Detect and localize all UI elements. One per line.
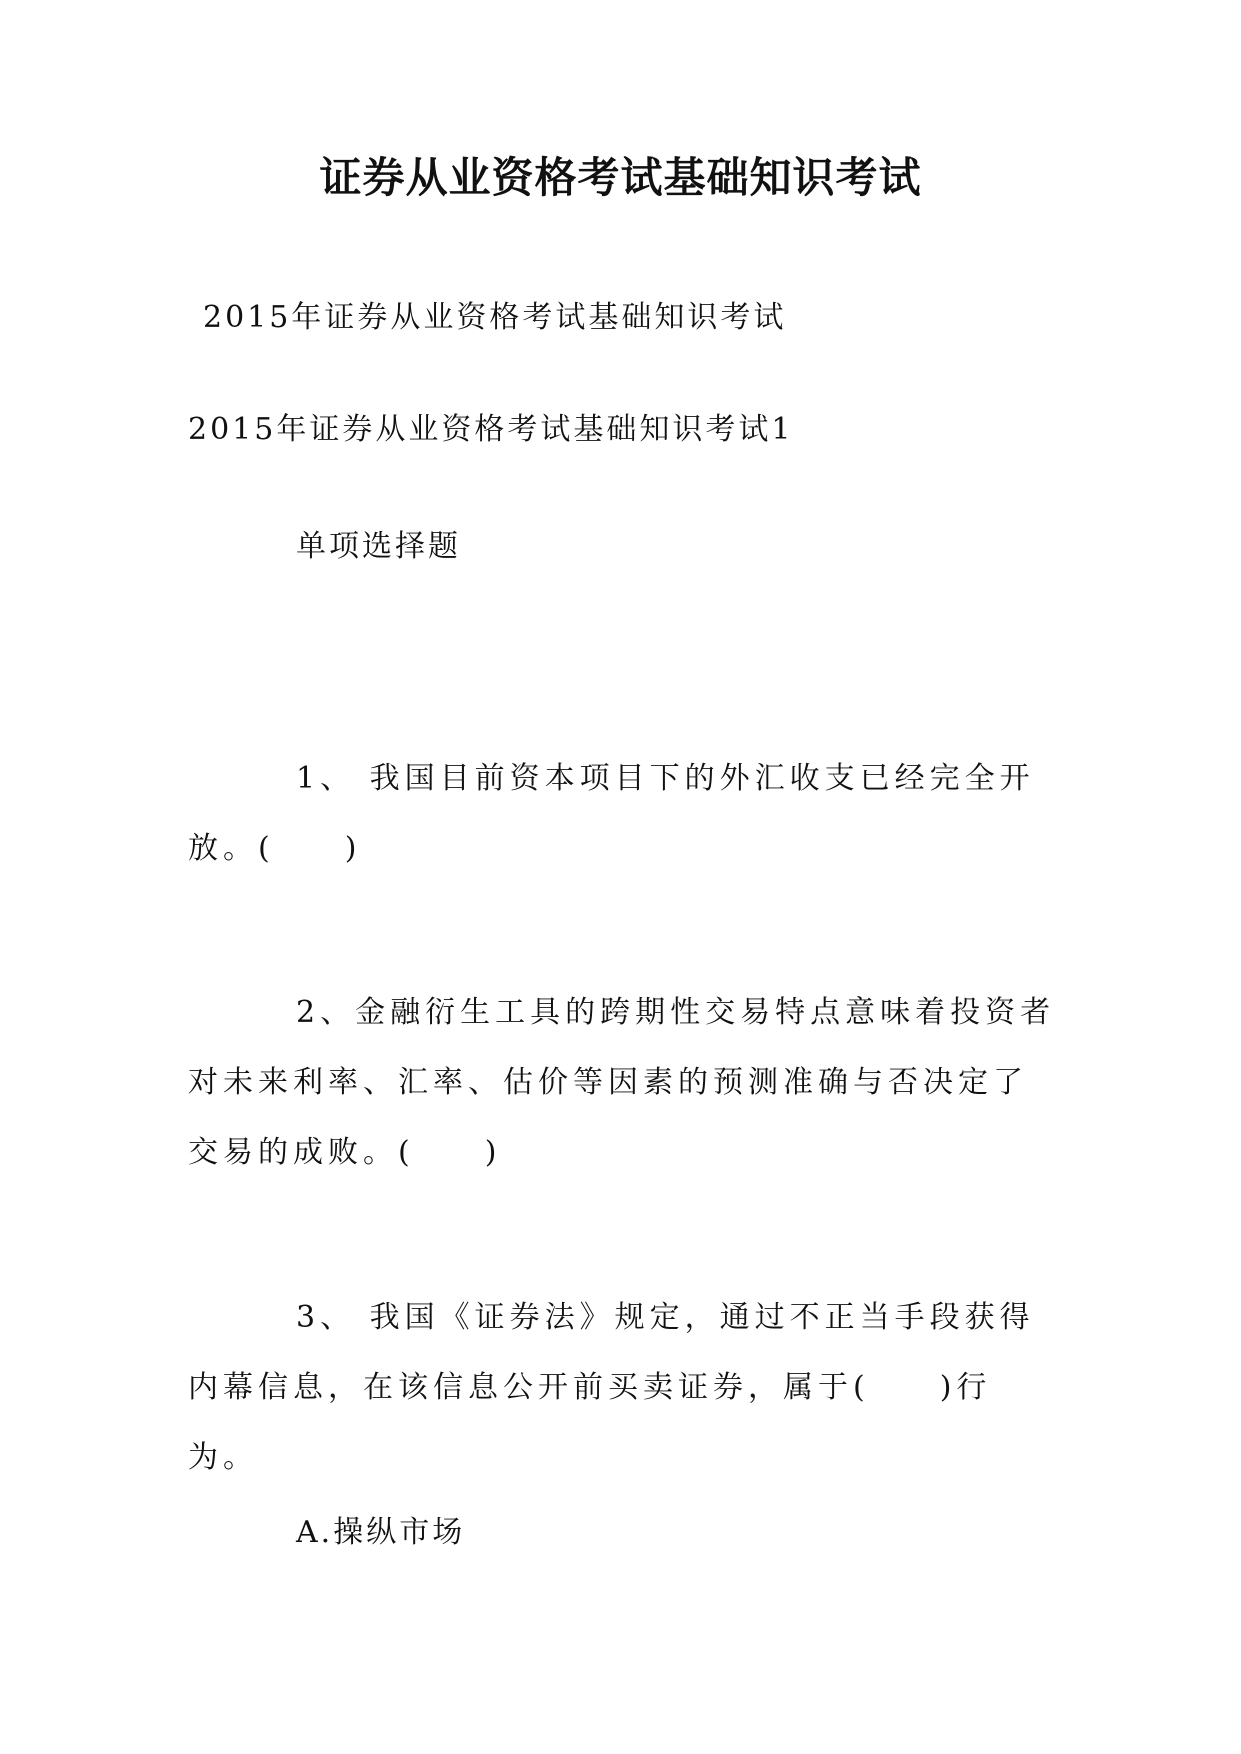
option-a: A.操纵市场 xyxy=(296,1515,466,1550)
question-2: 2、金融衍生工具的跨期性交易特点意味着投资者对未来利率、汇率、估价等因素的预测准确与否决定了交易的成败。( ) xyxy=(188,995,1056,1170)
question-3: 3、 我国《证券法》规定，通过不正当手段获得内幕信息，在该信息公开前买卖证券，属于( )行为。 xyxy=(188,1300,1035,1475)
document-subtitle: 2015年证券从业资格考试基础知识考试 xyxy=(203,300,787,335)
section-heading: 2015年证券从业资格考试基础知识考试1 xyxy=(188,412,794,447)
question-type-label: 单项选择题 xyxy=(296,529,461,564)
question-1: 1、 我国目前资本项目下的外汇收支已经完全开放。( ) xyxy=(188,761,1035,866)
document-title: 证券从业资格考试基础知识考试 xyxy=(319,153,922,202)
